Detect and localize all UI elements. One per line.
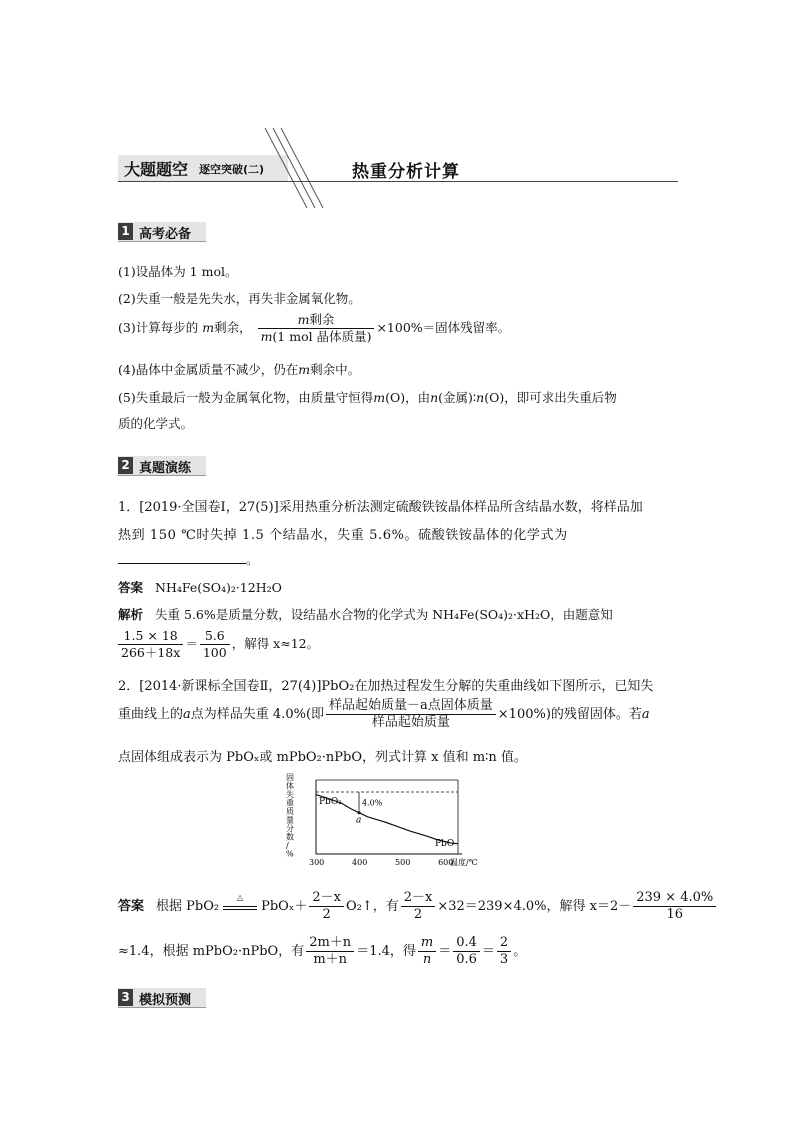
frac-den: m＋n [313,952,348,967]
frac-num: 239 × 4.0% [633,890,716,907]
var-a: a [641,707,650,722]
x-tick-label: 300 [309,858,325,867]
var-n: n [476,390,485,405]
section-header-2 [118,456,206,476]
ans-o2: O₂↑，有 [345,899,399,914]
s1-item-3 [118,312,510,345]
frac-den: 2 [413,907,423,922]
q1-line-2: 热到 150 ℃时失掉 1.5 个结晶水，失重 5.6%。硫酸铁铵晶体的化学式为 [118,528,568,543]
frac-num: 样品起始质量－a点固体质量 [326,698,496,715]
ans2-fraction-4 [497,935,511,968]
s1-item-3-post: ×100%＝固体残留率。 [376,320,511,335]
section-title: 高考必备 [139,227,192,242]
frac-den: 16 [666,907,683,922]
var-n: n [430,390,439,405]
point-a-label: a [356,815,362,826]
y-axis-label-char: 体 [286,781,294,791]
frac-den: 2 [322,907,331,922]
s1-item-3-pre: (3)计算每步的 [118,320,199,335]
q1-solve: ，解得 x≈12。 [231,636,320,651]
analysis-label: 解析 [118,607,144,622]
q2-line-2-pre: 重曲线上的 [118,707,184,722]
y-axis-label [286,773,294,859]
s1-item-4-post: 剩余中。 [310,362,361,377]
analysis-text: 失重 5.6%是质量分数，设结晶水合物的化学式为 NH₄Fe(SO₄)₂·xH₂O，由题意知 [155,607,613,622]
banner-diagonal-stripes [255,128,335,208]
x-axis-label: 温度/℃ [450,858,478,867]
ans2-mid: ＝1.4，得 [356,944,416,959]
q2-line-2-post: ×100%)的残留固体。若 [497,707,642,722]
section-number: 3 [118,989,133,1006]
frac-num: 剩余 [309,312,335,327]
q1-equation [118,628,319,661]
s1-item-3-mid: 剩余， [214,320,252,335]
ans2-fraction-3 [453,935,480,968]
heat-arrow [223,893,257,910]
y-axis-label-char: % [286,849,294,859]
answer-label: 答案 [118,580,144,595]
y-axis-label-char: 数 [286,832,294,842]
s1-item-5-tail: (O)，即可求出失重后物 [484,390,617,405]
section-title: 真题演练 [139,461,192,476]
s1-item-5-line2: 质的化学式。 [118,416,194,431]
delta-symbol: △ [237,893,244,902]
q1-answer [118,578,282,596]
frac-num: 2 [497,935,511,952]
frac-den: n [422,952,432,967]
q2-fraction [326,698,496,731]
q1-fraction-2 [200,628,230,661]
s1-item-1: (1)设晶体为 1 mol。 [118,264,238,279]
ans-fraction-1 [309,890,344,923]
s1-item-5-o: (O)，由 [385,390,431,405]
banner-subtitle: 逐空突破(二) [199,163,265,176]
q1-line-3 [118,550,259,568]
frac-num: 2m＋n [306,935,354,952]
ans-pre: 根据 PbO₂ [156,899,220,914]
ans2-fraction-1 [306,935,354,968]
point-a [357,811,360,814]
s1-item-4 [118,360,360,378]
frac-den: 100 [202,645,227,660]
frac-den: 266＋18x [121,645,181,660]
frac-num: 2－x [309,890,344,907]
frac-num: 1.5 × 18 [118,628,183,645]
var-m: m [373,390,386,405]
section-header-1 [118,222,206,242]
s1-item-2: (2)失重一般是先失水，再失非金属氧化物。 [118,291,361,306]
frac-num: 2－x [401,890,436,907]
s1-item-5 [118,388,617,406]
y-axis-label-char: 质 [286,807,294,816]
ans-calc: ×32＝239×4.0%，解得 x＝2－ [437,899,632,914]
q2-answer-line-2 [118,935,526,968]
s1-item-4-pre: (4)晶体中金属质量不减少，仍在 [118,362,299,377]
x-tick-label: 400 [352,858,368,867]
answer-label: 答案 [118,899,145,914]
q1-line-3-end: 。 [246,552,259,567]
residual-fraction [258,312,375,345]
frac-den-m: m [260,329,273,344]
q2-line-3: 点固体组成表示为 PbOₓ或 mPbO₂·nPbO，列式计算 x 值和 m∶n 值。 [118,750,527,765]
frac-num: 0.4 [453,935,480,952]
start-label: PbO₂ [319,797,342,807]
q1-fraction-1 [118,628,183,661]
ans2-end: 。 [513,944,527,959]
var-m: m [202,320,215,335]
double-bar [223,906,257,910]
ans-fraction-2 [401,890,436,923]
ans-product: PbOₓ＋ [261,899,308,914]
ans2-pre: ≈1.4，根据 mPbO₂·nPbO，有 [118,944,305,959]
var-m: m [298,362,311,377]
y-axis-label-char: 分 [286,824,294,833]
equals: ＝ [438,944,452,959]
answer-blank [118,551,246,564]
frac-den: 3 [499,952,509,967]
banner-main-title: 大题题空 [124,160,189,179]
answer-text: NH₄Fe(SO₄)₂·12H₂O [155,580,282,595]
section-header-3 [118,988,206,1008]
s1-item-5-metal: (金属)∶ [438,390,477,405]
frac-den: 样品起始质量 [371,715,450,730]
tga-curve-chart [282,770,482,872]
s1-item-5-text: (5)失重最后一般为金属氧化物，由质量守恒得 [118,390,374,405]
frac-num-m: m [297,312,310,327]
frac-num: 5.6 [200,628,230,645]
equals: ＝ [481,944,495,959]
section-number: 1 [118,223,133,240]
frac-den: 0.6 [456,952,477,967]
x-tick-label: 600 [438,858,454,867]
q2-answer-line-1 [118,890,718,923]
section-title: 模拟预测 [139,993,192,1008]
equals: ＝ [185,636,198,651]
y-axis-label-char: / [286,841,289,850]
ans-fraction-3 [633,890,716,923]
y-axis-label-char: 失 [286,790,294,799]
end-label: PbO [435,839,455,849]
q2-line-1: 2．[2014·新课标全国卷Ⅱ，27(4)]PbO₂在加热过程发生分解的失重曲线如下图所示，已知失 [118,679,654,694]
banner-topic: 热重分析计算 [352,162,460,182]
frac-num: m [418,935,436,952]
x-tick-label: 500 [395,858,411,867]
var-a: a [183,707,191,722]
frac-den: (1 mol 晶体质量) [272,329,372,344]
y-axis-label-char: 量 [286,815,294,825]
q2-line-2-mid: 点为样品失重 4.0%(即 [190,707,325,722]
y-axis-label-char: 固 [286,773,294,782]
drop-label: 4.0% [362,798,383,808]
q2-line-2 [118,698,650,731]
section-number: 2 [118,457,133,474]
y-axis-label-char: 重 [286,798,294,808]
q1-line-1: 1．[2019·全国卷Ⅰ，27(5)]采用热重分析法测定硫酸铁铵晶体样品所含结晶水数，将样品加 [118,500,643,515]
q1-analysis [118,605,613,623]
ans2-fraction-2 [418,935,436,968]
